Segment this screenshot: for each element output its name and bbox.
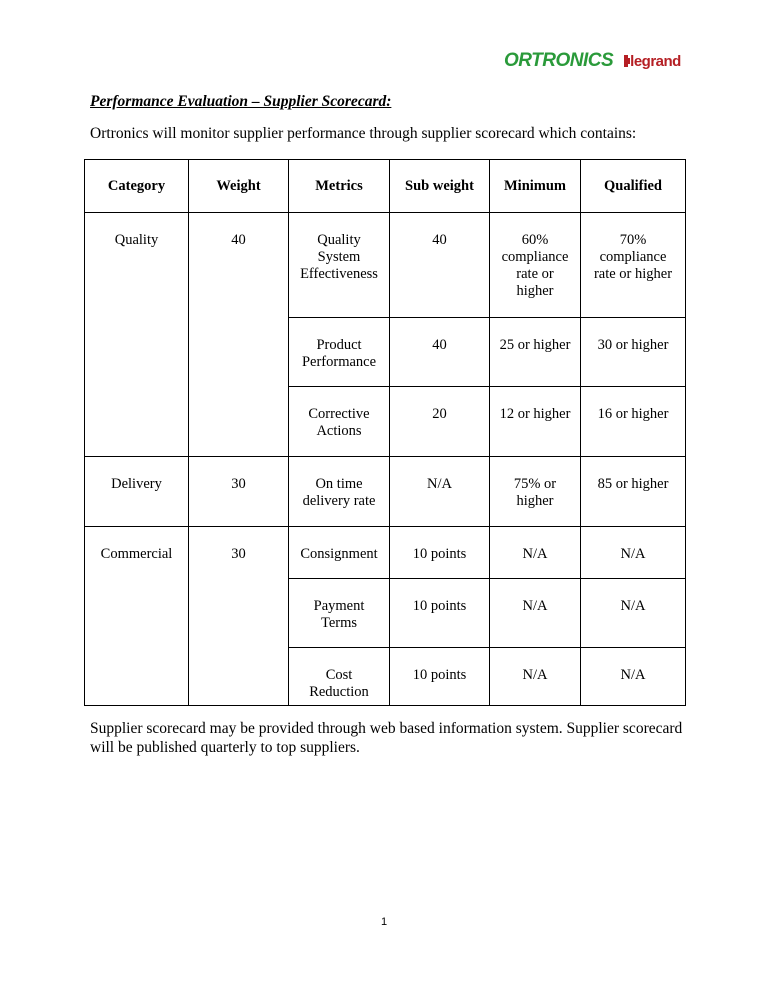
weight-cell: 30 [189, 527, 289, 706]
scorecard-table [84, 159, 686, 706]
column-header: Metrics [289, 160, 390, 213]
minimum-cell: 25 or higher [490, 318, 581, 387]
sub-weight-cell: 40 [390, 213, 490, 318]
legrand-mark-icon [624, 55, 628, 67]
metric-cell: Consignment [289, 527, 390, 579]
metric-cell: Product Performance [289, 318, 390, 387]
weight-cell: 30 [189, 457, 289, 527]
sub-weight-cell: 10 points [390, 648, 490, 706]
minimum-cell: N/A [490, 648, 581, 706]
metric-cell: Cost Reduction [289, 648, 390, 706]
metric-cell: Corrective Actions [289, 387, 390, 457]
table-row [85, 213, 686, 318]
company-logo [502, 44, 680, 78]
minimum-cell: 60% compliance rate or higher [490, 213, 581, 318]
qualified-cell: N/A [581, 527, 686, 579]
category-cell: Delivery [85, 457, 189, 527]
qualified-cell: 85 or higher [581, 457, 686, 527]
qualified-cell: N/A [581, 579, 686, 648]
sub-weight-cell: 10 points [390, 579, 490, 648]
column-header: Category [85, 160, 189, 213]
sub-weight-cell: 10 points [390, 527, 490, 579]
table-row [85, 457, 686, 527]
weight-cell: 40 [189, 213, 289, 457]
sub-weight-cell: 40 [390, 318, 490, 387]
category-cell: Commercial [85, 527, 189, 706]
column-header: Weight [189, 160, 289, 213]
sub-weight-cell: 20 [390, 387, 490, 457]
table-row [85, 527, 686, 579]
closing-paragraph: Supplier scorecard may be provided through web based information system. Supplier scorecard will be published quarterly to top suppliers. [90, 720, 683, 756]
minimum-cell: N/A [490, 579, 581, 648]
minimum-cell: 75% or higher [490, 457, 581, 527]
section-heading: Performance Evaluation – Supplier Scorecard: [90, 93, 392, 110]
category-cell: Quality [85, 213, 189, 457]
page-number: 1 [380, 916, 388, 928]
qualified-cell: N/A [581, 648, 686, 706]
metric-cell: Payment Terms [289, 579, 390, 648]
minimum-cell: N/A [490, 527, 581, 579]
column-header: Qualified [581, 160, 686, 213]
table-header-row [85, 160, 686, 213]
sub-weight-cell: N/A [390, 457, 490, 527]
minimum-cell: 12 or higher [490, 387, 581, 457]
column-header: Minimum [490, 160, 581, 213]
qualified-cell: 70% compliance rate or higher [581, 213, 686, 318]
legrand-wordmark: legrand [630, 52, 681, 70]
qualified-cell: 30 or higher [581, 318, 686, 387]
intro-paragraph: Ortronics will monitor supplier performance through supplier scorecard which contains: [90, 125, 637, 142]
metric-cell: On time delivery rate [289, 457, 390, 527]
qualified-cell: 16 or higher [581, 387, 686, 457]
ortronics-wordmark: ORTRONICS [504, 50, 614, 71]
column-header: Sub weight [390, 160, 490, 213]
metric-cell: Quality System Effectiveness [289, 213, 390, 318]
